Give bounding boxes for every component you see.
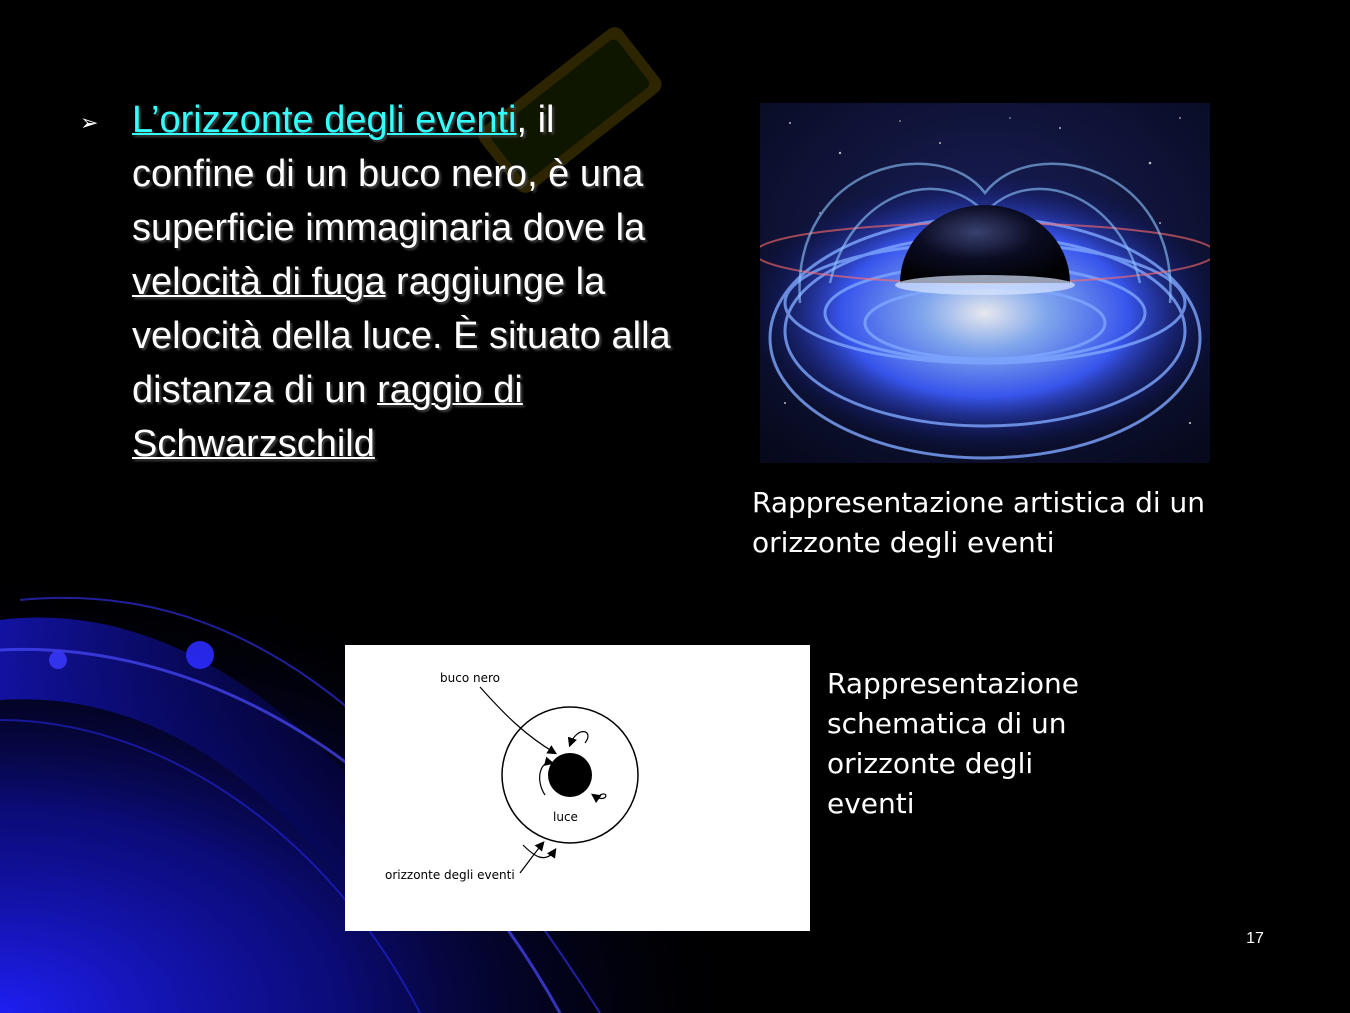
page-number: 17: [1246, 930, 1264, 947]
bullet-arrow-icon: ➢: [80, 111, 99, 136]
caption-artistic: Rappresentazione artistica di un orizzonte degli eventi: [752, 486, 1206, 559]
bullet-text: [132, 93, 672, 471]
label-orizzonte-degli-eventi: orizzonte degli eventi: [385, 868, 515, 882]
link-velocita-di-fuga[interactable]: velocità di fuga: [132, 261, 386, 303]
event-horizon-diagram: [345, 645, 810, 931]
black-hole-illustration-icon: [760, 103, 1210, 463]
link-orizzonte-degli-eventi[interactable]: L’orizzonte degli eventi: [132, 99, 517, 141]
link-raggio-di-schwarzschild[interactable]: raggio di Schwarzschild: [132, 369, 523, 465]
bullet-text-part-1: , il confine di un buco nero, è una superficie immaginaria dove la: [132, 99, 646, 249]
black-hole-disk: [548, 753, 592, 797]
black-hole-illustration-image: [760, 103, 1210, 463]
caption-schematic: Rappresentazione schematica di un orizzonte degli eventi: [827, 667, 1079, 820]
label-luce: luce: [553, 810, 578, 824]
label-buco-nero: buco nero: [440, 671, 500, 685]
bullet-text-part-2: raggiunge la velocità della luce. È situato alla distanza di un: [132, 261, 671, 411]
